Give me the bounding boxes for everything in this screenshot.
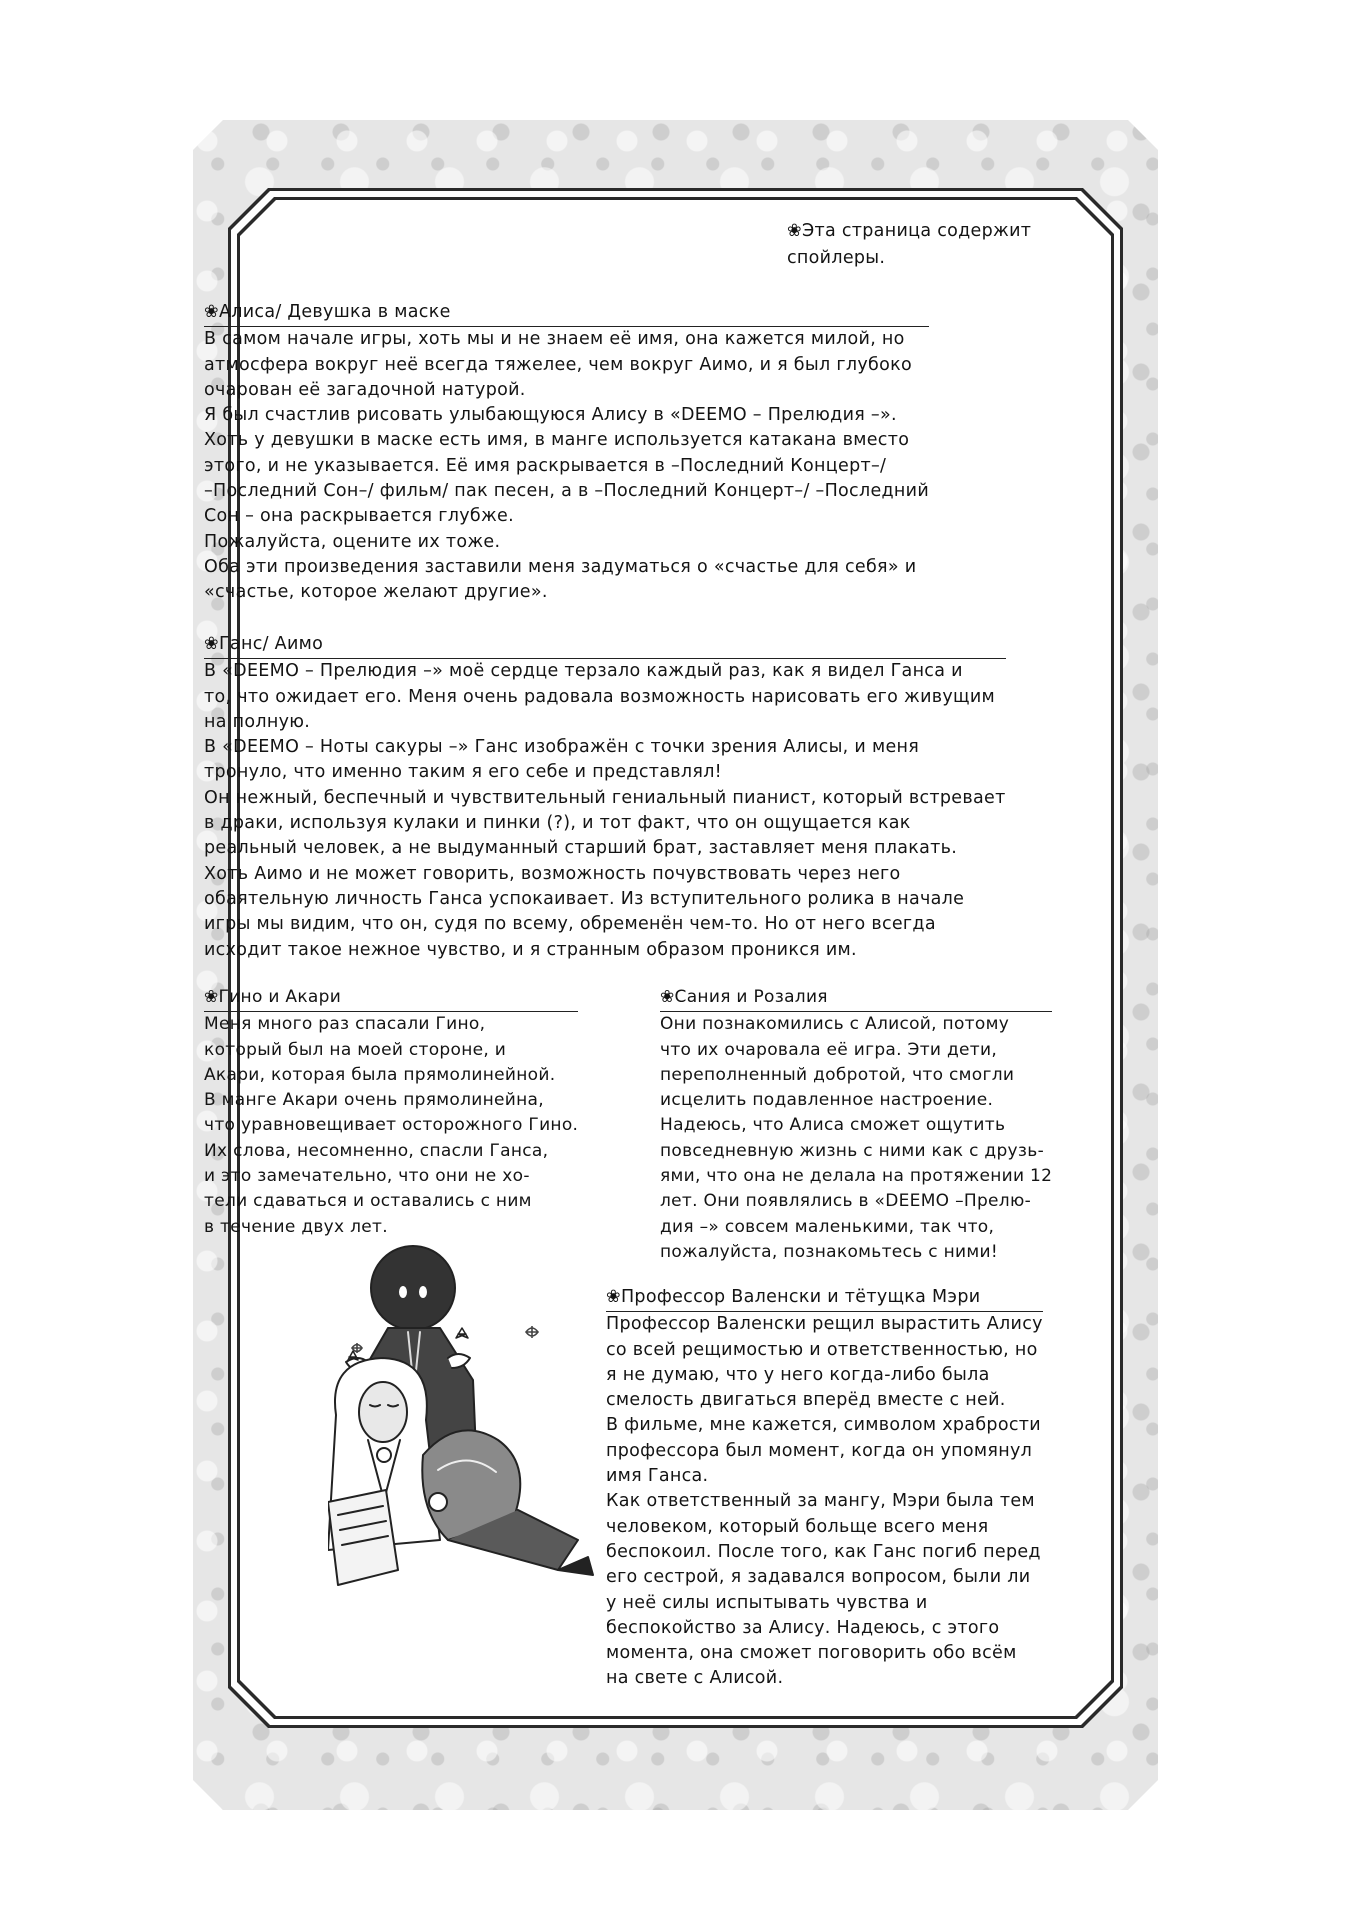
- character-illustration: [328, 1240, 623, 1600]
- section-heading: ❀Алиса/ Девушка в маске: [204, 300, 929, 327]
- section-hans: ❀Ганс/ Аимо В «DEEMO – Прелюдия –» моё сердце терзало каждый раз, как я видел Ганса и то, что ожидает его. Меня очень радовала возможность нарисовать его живущим на полную. В «DEEMO – Ноты сакуры –» Ганс изображён с точки зрения Алисы, и меня тронуло, что именно таким я его себе и представлял! Он нежный, беспечный и чувствительный гениальный пианист, который встревает в драки, используя кулаки и пинки (?), и тот факт, что он ощущается как реальный человек, а не выдуманный старший брат, заставляет меня плакать. Хоть Аимо и не может говорить, возможность почувствовать через него обаятельную личность Ганса успокаивает. Из вступительного ролика в начале игры мы видим, что он, судя по всему, обременён чем-то. Но от него всегда исходит такое нежное чувство, и я странным образом проникся им.: [204, 634, 1006, 960]
- section-heading: ❀Профессор Валенски и тётущка Мэри: [606, 1285, 1043, 1312]
- section-heading: ❀Гино и Акари: [204, 985, 578, 1012]
- section-heading: ❀Сания и Розалия: [660, 985, 1052, 1012]
- section-heading: ❀Ганс/ Аимо: [204, 632, 1006, 659]
- spoiler-note: ❀Эта страница содержит спойлеры.: [787, 221, 1032, 268]
- section-valenski: ❀Профессор Валенски и тётущка Мэри Профессор Валенски рещил вырастить Алису со всей рещимостью и ответственностью, но я не думаю, что у него когда-либо была смелость двигаться вперёд вместе с ней. В фильме, мне кажется, символом храбрости профессора был момент, когда он упомянул имя Ганса. Как ответственный за мангу, Мэри была тем человеком, который больще всего меня беспокоил. После того, как Ганс погиб перед его сестрой, я задавался вопросом, были ли у неё силы испытывать чувства и беспокойство за Алису. Надеюсь, с этого момента, она сможет поговорить обо всём на свете с Алисой.: [606, 1287, 1043, 1689]
- section-sania: ❀Сания и Розалия Они познакомились с Алисой, потому что их очаровала её игра. Эти дети, переполненный добротой, что смогли исцелить подавленное настроение. Надеюсь, что Алиса сможет ощутить повседневную жизнь с ними как с друзь- ями, что она не делала на протяжении 12 лет. Они появлялись в «DEEMO –Прелю- дия –» совсем маленькими, так что, пожалуйста, познакомьтесь с ними!: [660, 987, 1053, 1262]
- section-alisa: ❀Алиса/ Девушка в маске В самом начале игры, хоть мы и не знаем её имя, она кажется милой, но атмосфера вокруг неё всегда тяжелее, чем вокруг Аимо, и я был глубоко очарован её загадочной натурой. Я был счастлив рисовать улыбающуюся Алису в «DEEMO – Прелюдия –». Хоть у девушки в маске есть имя, в манге используется катакана вместо этого, и не указывается. Её имя раскрывается в –Последний Концерт–/ –Последний Сон–/ фильм/ пак песен, а в –Последний Концерт–/ –Последний Сон – она раскрывается глубже. Пожалуйста, оцените их тоже. Оба эти произведения заставили меня задуматься о «счастье для себя» и «счастье, которое желают другие».: [204, 302, 930, 603]
- section-gino: ❀Гино и Акари Меня много раз спасали Гино, который был на моей стороне, и Акари, которая была прямолинейной. В манге Акари очень прямолинейна, что уравновещивает осторожного Гино. Их слова, несомненно, спасли Ганса, и это замечательно, что они не хо- тели сдаваться и оставались с ним в течение двух лет.: [204, 987, 579, 1237]
